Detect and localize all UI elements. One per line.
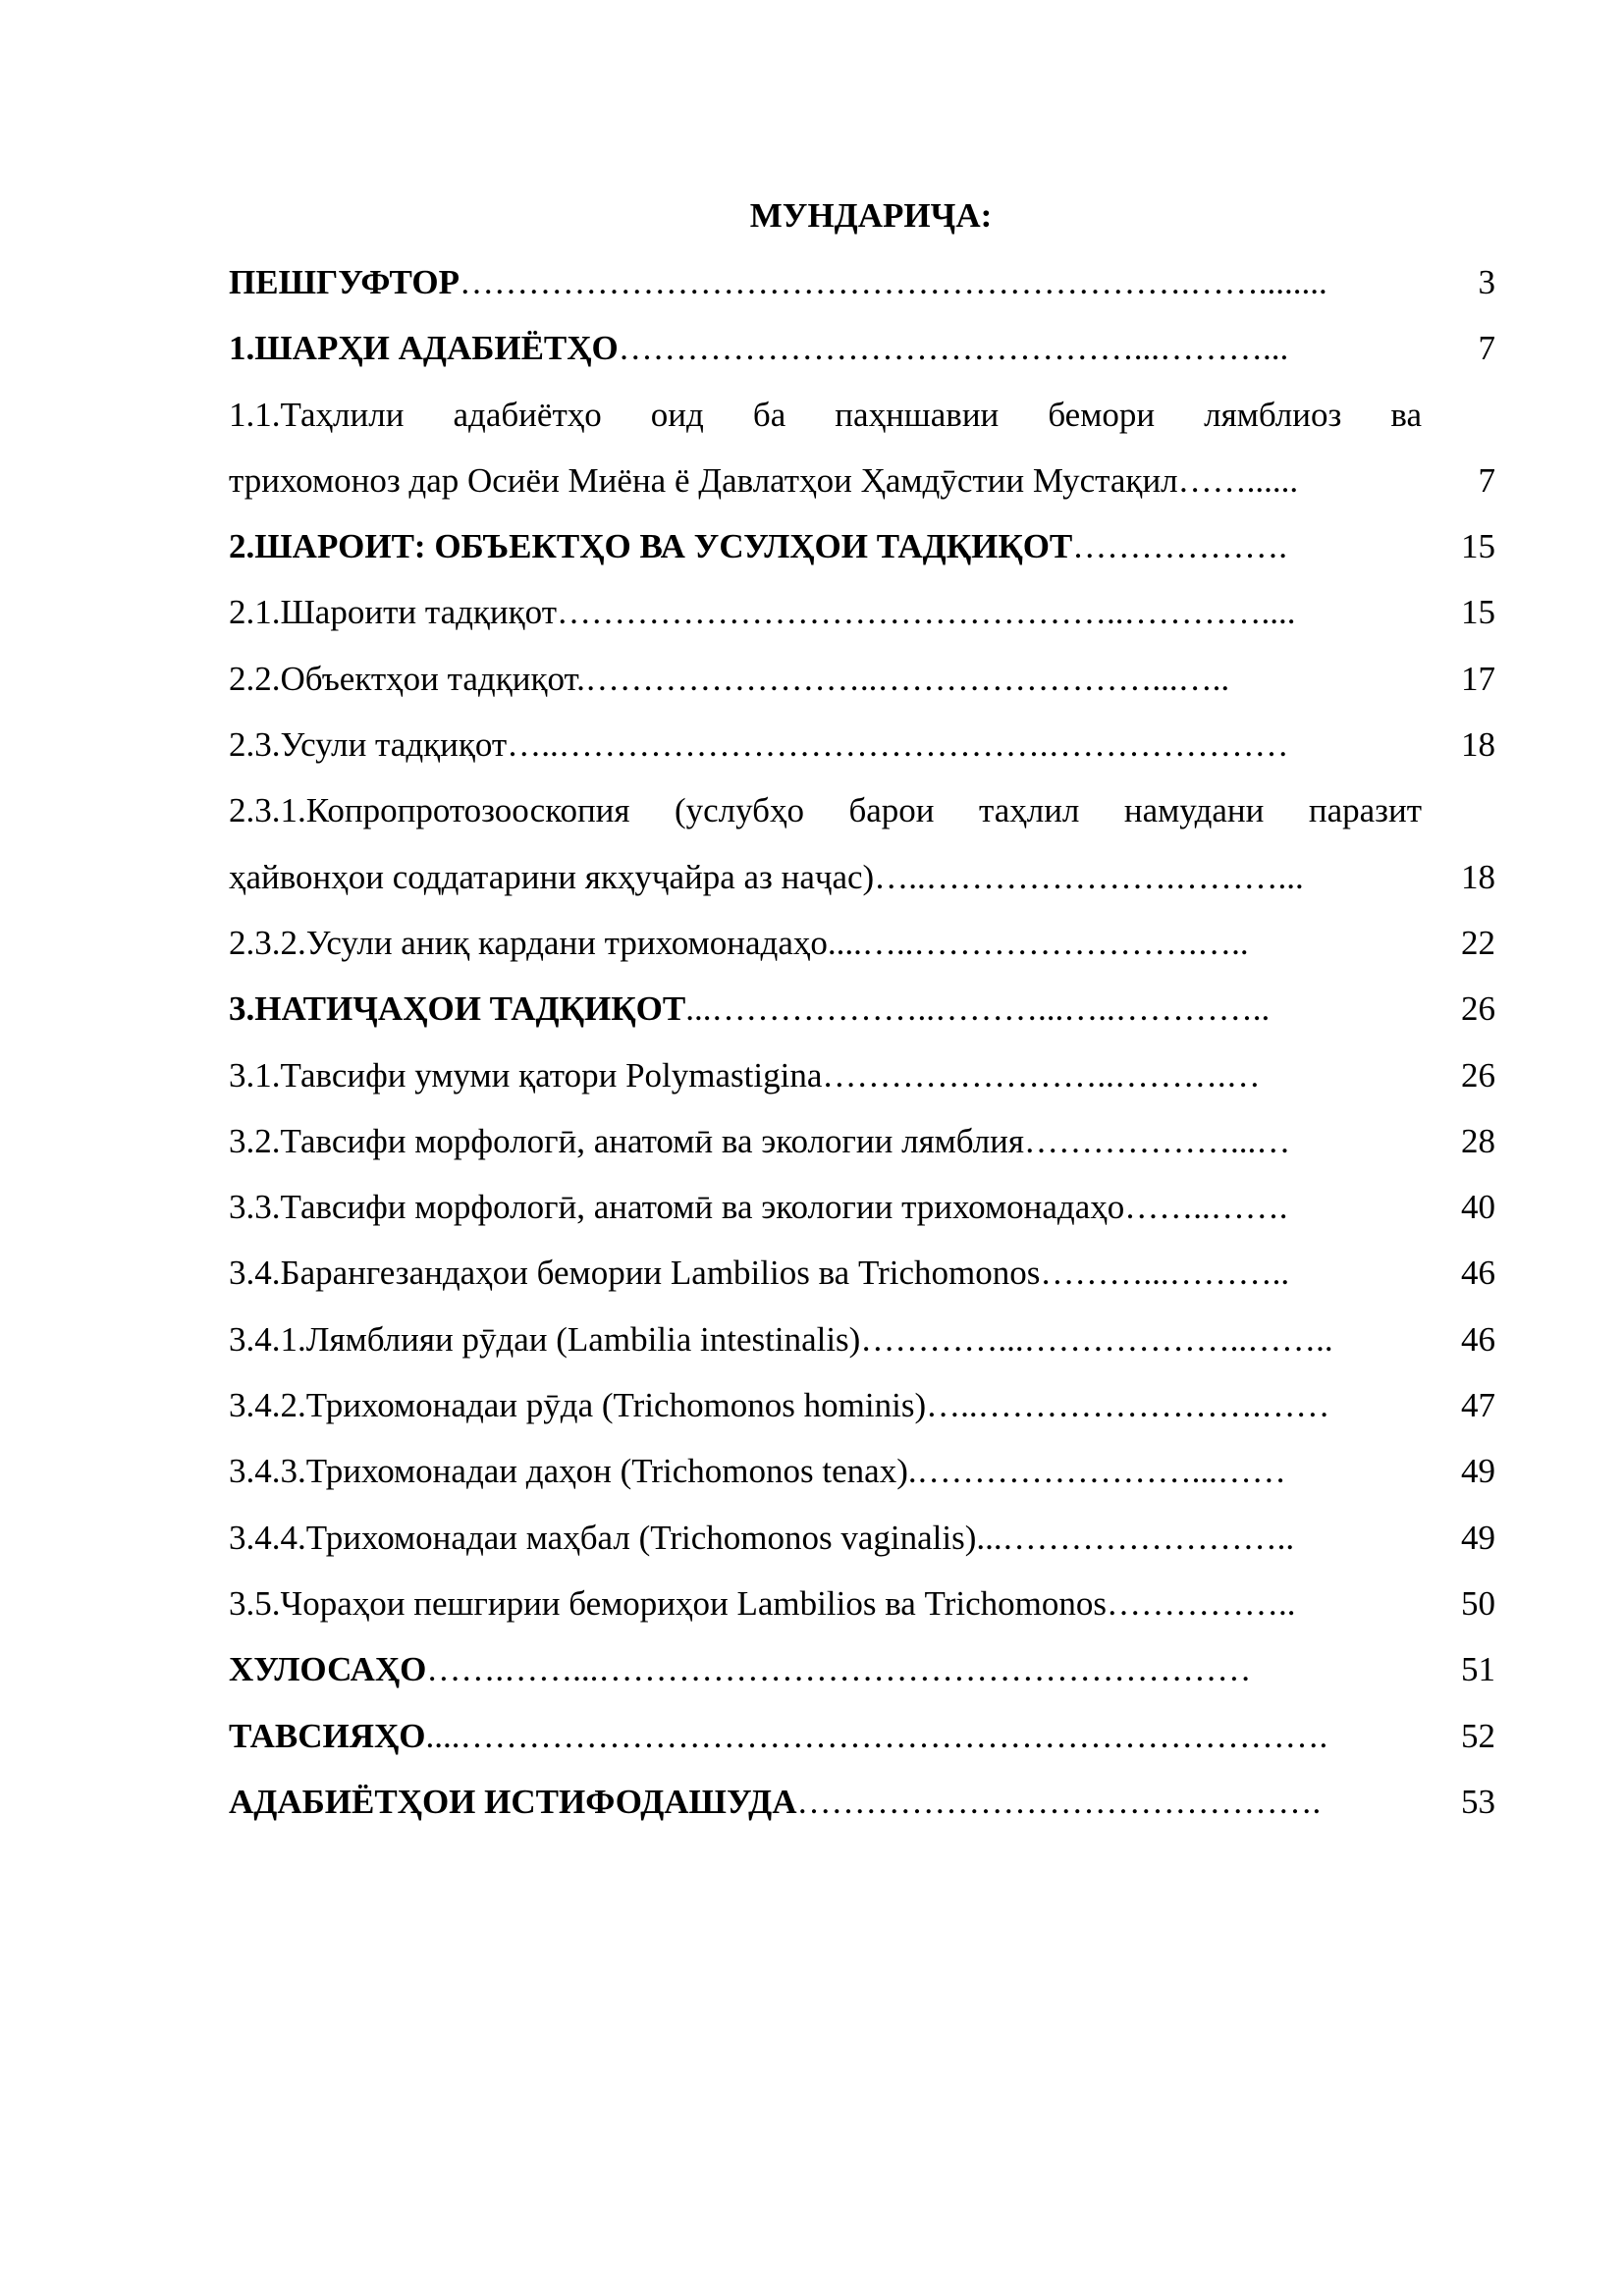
toc-entry-label: ПЕШГУФТОР — [229, 263, 460, 301]
toc-page-number: 51 — [1461, 1650, 1495, 1689]
toc-entry-3-5 — [229, 1579, 1495, 1645]
toc-entry-3-4-3 — [229, 1447, 1495, 1513]
toc-entry-3-2 — [229, 1117, 1495, 1183]
toc-page-number: 18 — [1461, 857, 1495, 896]
toc-page-number: 7 — [1478, 329, 1495, 368]
toc-leader-dots: ………………. — [1072, 527, 1288, 566]
toc-entry-label: ТАВСИЯҲО — [229, 1716, 426, 1755]
toc-page-number: 49 — [1461, 1518, 1495, 1557]
toc-entry-3-3 — [229, 1183, 1495, 1249]
toc-entry-recommendations — [229, 1712, 1495, 1778]
toc-entry-label: 3.4.4.Трихомонадаи маҳбал (Trichomonos vaginalis). — [229, 1518, 986, 1557]
toc-entry-label: 1.1.Таҳлили адабиётҳо оид ба паҳншавии бемори лямблиоз ва — [229, 395, 1422, 434]
toc-leader-dots: …………………………………………..………….... — [557, 593, 1296, 632]
toc-page-number: 26 — [1461, 1055, 1495, 1095]
toc-entry-label: 3.НАТИҶАҲОИ ТАДҚИҚОТ — [229, 989, 686, 1029]
toc-leader-dots: ……………………………………………………….……........ — [460, 263, 1327, 301]
toc-leader-dots: …………...………………..…….. — [860, 1319, 1333, 1359]
toc-leader-dots: ...………………..………...…..………….. — [685, 989, 1271, 1029]
table-of-contents — [229, 258, 1495, 1843]
toc-leader-dots: ……………………..……….… — [822, 1055, 1261, 1095]
toc-entry-label: 3.4.3.Трихомонадаи даҳон (Trichomonos tenax). — [229, 1452, 917, 1491]
toc-page-number: 7 — [1478, 460, 1495, 500]
toc-entry-2-3 — [229, 721, 1495, 786]
toc-title: МУНДАРИҶА: — [749, 196, 993, 235]
toc-leader-dots: …..………………….………... — [874, 857, 1304, 896]
toc-leader-dots: ………...……….. — [1040, 1254, 1290, 1293]
toc-page-number: 18 — [1461, 725, 1495, 765]
toc-entry-label: АДАБИЁТҲОИ ИСТИФОДАШУДА — [229, 1782, 797, 1821]
toc-entry-label: 1.ШАРҲИ АДАБИЁТҲО — [229, 329, 619, 368]
toc-entry-label: 3.2.Тавсифи морфологӣ, анатомӣ ва экологии лямблия — [229, 1121, 1025, 1160]
toc-page-number: 46 — [1461, 1319, 1495, 1359]
toc-entry-label: 2.2.Объектҳои тадқиқот. — [229, 659, 585, 698]
toc-entry-chapter-3 — [229, 985, 1495, 1050]
toc-leader-dots: ..…………………….. — [985, 1518, 1295, 1557]
toc-page-number: 15 — [1461, 527, 1495, 566]
toc-page-number: 50 — [1461, 1583, 1495, 1623]
toc-entry-chapter-1 — [229, 324, 1495, 390]
toc-entry-3-4-1 — [229, 1315, 1495, 1381]
toc-entry-label: 2.3.1.Копропротозооскопия (услубҳо барои таҳлил намудани паразит — [229, 791, 1422, 830]
toc-leader-dots: …..…………………………………….………………… — [507, 725, 1289, 765]
toc-entry-3-4-2 — [229, 1381, 1495, 1447]
toc-entry-label: 2.3.Усули тадқиқот — [229, 725, 508, 765]
toc-entry-label: трихомоноз дар Осиёи Миёна ё Давлатҳои Ҳамдӯстии Мустақил — [229, 460, 1178, 500]
toc-entry-label: 3.4.2.Трихомонадаи рӯда (Trichomonos hominis) — [229, 1386, 927, 1425]
toc-entry-label: ҳайвонҳои соддатарини якҳуҷайра аз наҷас) — [229, 857, 875, 896]
toc-entry-label: 3.3.Тавсифи морфологӣ, анатомӣ ва экологии трихомонадаҳо — [229, 1188, 1125, 1227]
toc-entry-label: 3.4.1.Лямблияи рӯдаи (Lambilia intestinalis) — [229, 1319, 861, 1359]
toc-entry-2-2 — [229, 655, 1495, 721]
toc-leader-dots: ………………...… — [1024, 1121, 1291, 1160]
toc-entry-2-1 — [229, 588, 1495, 654]
toc-leader-dots: ……..……. — [1124, 1188, 1288, 1227]
toc-entry-label: 2.ШАРОИТ: ОБЪЕКТҲО ВА УСУЛҲОИ ТАДҚИҚОТ — [229, 527, 1073, 566]
toc-entry-3-4 — [229, 1249, 1495, 1314]
toc-entry-label: 3.5.Чораҳои пешгирии бемориҳои Lambilios ва Trichomonos — [229, 1583, 1107, 1623]
toc-entry-label: 3.4.Барангезандаҳои бемории Lambilios ва Trichomonos — [229, 1254, 1041, 1293]
toc-leader-dots: ……...... — [1177, 460, 1299, 500]
toc-entry-chapter-2 — [229, 522, 1495, 588]
toc-entry-2-3-1-line-2 — [229, 853, 1495, 919]
toc-page-number: 49 — [1461, 1452, 1495, 1491]
toc-page-number: 47 — [1461, 1386, 1495, 1425]
toc-entry-3-1 — [229, 1051, 1495, 1117]
toc-page-number: 53 — [1461, 1782, 1495, 1821]
toc-leader-dots: ………………………………………. — [796, 1782, 1322, 1821]
toc-entry-references — [229, 1778, 1495, 1843]
toc-leader-dots: …..…………………….…… — [926, 1386, 1330, 1425]
toc-entry-3-4-4 — [229, 1514, 1495, 1579]
toc-page-number: 3 — [1478, 263, 1495, 301]
toc-page-number: 17 — [1461, 659, 1495, 698]
toc-entry-label: 2.1.Шароити тадқиқот — [229, 593, 557, 632]
toc-page-number: 26 — [1461, 989, 1495, 1029]
toc-page-number: 15 — [1461, 593, 1495, 632]
toc-leader-dots: ……………………...…… — [916, 1452, 1286, 1491]
toc-entry-conclusions — [229, 1645, 1495, 1711]
toc-page-number: 40 — [1461, 1188, 1495, 1227]
toc-entry-label: 2.3.2.Усули аниқ кардани трихомонадаҳо. — [229, 923, 837, 962]
toc-leader-dots: ....…………………………………………………………………. — [425, 1716, 1328, 1755]
toc-page-number: 52 — [1461, 1716, 1495, 1755]
toc-leader-dots: …………….. — [1106, 1583, 1296, 1623]
toc-leader-dots: ...…..…………………….….. — [836, 923, 1249, 962]
toc-entry-2-3-1-line-1 — [229, 786, 1495, 852]
toc-page-number: 28 — [1461, 1121, 1495, 1160]
toc-entry-label: ХУЛОСАҲО — [229, 1650, 427, 1689]
toc-entry-preface — [229, 258, 1495, 324]
toc-leader-dots: ……………………..……………………...….. — [584, 659, 1230, 698]
toc-page-number: 46 — [1461, 1254, 1495, 1293]
toc-leader-dots: …….……...………………………………………………… — [426, 1650, 1252, 1689]
toc-page-number: 22 — [1461, 923, 1495, 962]
toc-leader-dots: ………………………………………...………... — [618, 329, 1289, 368]
toc-entry-2-3-2 — [229, 919, 1495, 985]
toc-entry-label: 3.1.Тавсифи умуми қатори Polymastigina — [229, 1055, 823, 1095]
toc-entry-1-1-line-1 — [229, 391, 1495, 456]
toc-entry-1-1-line-2 — [229, 456, 1495, 522]
